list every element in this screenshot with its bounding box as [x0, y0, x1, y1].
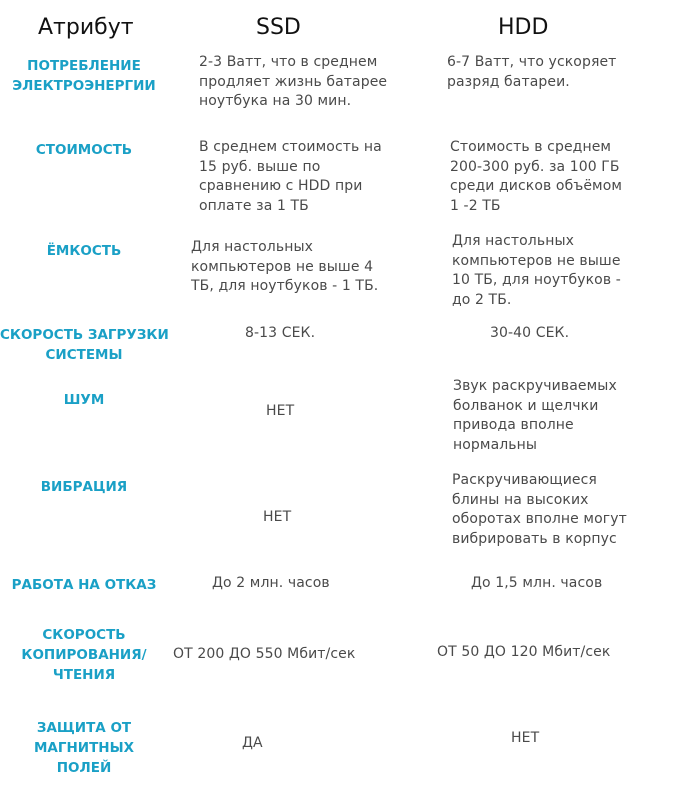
attr-power: ПОТРЕБЛЕНИЕ ЭЛЕКТРОЭНЕРГИИ — [12, 58, 156, 94]
hdd-boot-speed: 30-40 СЕК. — [490, 325, 570, 341]
ssd-mtbf: До 2 млн. часов — [212, 575, 330, 591]
attr-cost: СТОИМОСТЬ — [35, 142, 133, 158]
hdd-copy-speed: ОТ 50 ДО 120 Мбит/сек — [437, 644, 611, 660]
header-attribute: Атрибут — [38, 15, 134, 40]
ssd-cost: В среднем стоимость на 15 руб. выше по сравнению с HDD при оплате за 1 ТБ — [199, 139, 382, 214]
attr-mtbf: РАБОТА НА ОТКАЗ — [11, 577, 157, 593]
attr-noise: ШУМ — [63, 392, 105, 408]
ssd-boot-speed: 8-13 СЕК. — [245, 325, 316, 341]
ssd-copy-speed: ОТ 200 ДО 550 Мбит/сек — [173, 646, 356, 662]
attr-boot-speed: СКОРОСТЬ ЗАГРУЗКИ СИСТЕМЫ — [0, 327, 169, 363]
ssd-power: 2-3 Ватт, что в среднем продляет жизнь батарее ноутбука на 30 мин. — [199, 54, 388, 109]
hdd-noise: Звук раскручиваемых болванок и щелчки привода вполне нормальны — [453, 378, 617, 453]
ssd-vibration: НЕТ — [263, 509, 292, 525]
hdd-magnetic: НЕТ — [511, 730, 540, 746]
hdd-capacity: Для настольных компьютеров не выше 10 ТБ, для ноутбуков - до 2 ТБ. — [452, 233, 621, 308]
ssd-capacity: Для настольных компьютеров не выше 4 ТБ, для ноутбуков - 1 ТБ. — [191, 239, 379, 294]
ssd-magnetic: ДА — [242, 735, 263, 751]
hdd-vibration: Раскручивающиеся блины на высоких оборотах вполне могут вибрировать в корпус — [452, 472, 627, 547]
attr-vibration: ВИБРАЦИЯ — [40, 479, 128, 495]
attr-capacity: ЁМКОСТЬ — [46, 243, 122, 259]
attr-copy-speed: СКОРОСТЬ КОПИРОВАНИЯ/ ЧТЕНИЯ — [21, 627, 147, 683]
header-ssd: SSD — [256, 15, 301, 40]
header-hdd: HDD — [498, 15, 549, 40]
attr-magnetic: ЗАЩИТА ОТ МАГНИТНЫХ ПОЛЕЙ — [34, 720, 134, 776]
ssd-noise: НЕТ — [266, 403, 295, 419]
hdd-power: 6-7 Ватт, что ускоряет разряд батареи. — [447, 54, 617, 90]
hdd-cost: Стоимость в среднем 200-300 руб. за 100 ГБ среди дисков объёмом 1 -2 ТБ — [450, 139, 623, 214]
hdd-mtbf: До 1,5 млн. часов — [471, 575, 603, 591]
